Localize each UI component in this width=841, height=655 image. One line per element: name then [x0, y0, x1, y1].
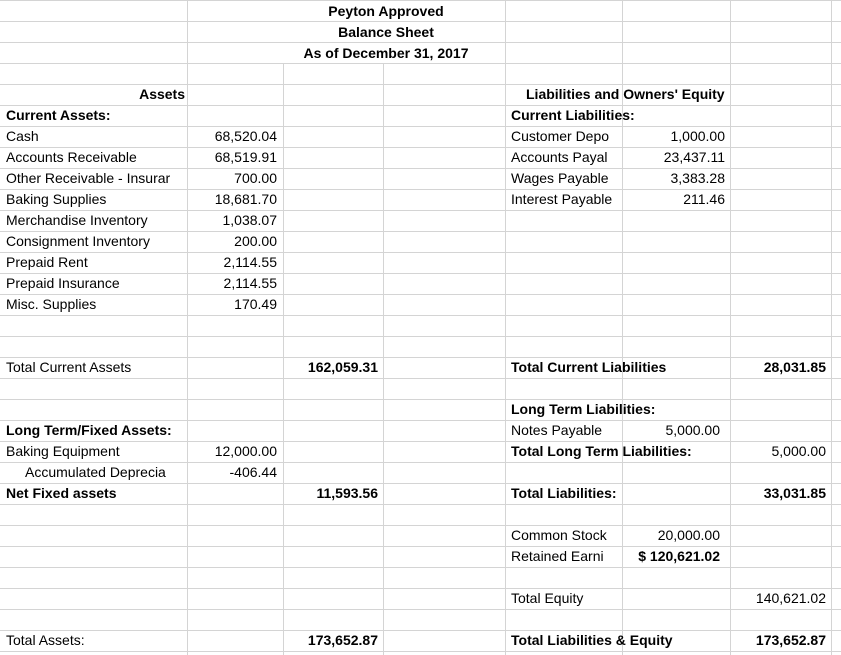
liability-value[interactable]: 23,437.11 — [663, 149, 725, 165]
company-name: Peyton Approved — [328, 3, 444, 19]
liability-value[interactable]: 211.46 — [683, 191, 725, 207]
liability-value[interactable]: 1,000.00 — [670, 128, 725, 144]
net-fixed-assets-value[interactable]: 11,593.56 — [316, 485, 378, 501]
total-equity-value[interactable]: 140,621.02 — [755, 590, 826, 606]
total-liabilities-value[interactable]: 33,031.85 — [763, 485, 826, 501]
asset-label[interactable]: Merchandise Inventory — [6, 212, 148, 228]
asset-value[interactable]: 1,038.07 — [222, 212, 277, 228]
liability-label[interactable]: Wages Payable — [511, 170, 609, 186]
notes-payable-value[interactable]: 5,000.00 — [665, 422, 720, 438]
asset-value[interactable]: 2,114.55 — [223, 275, 277, 291]
retained-earnings-value[interactable]: $ 120,621.02 — [638, 548, 720, 564]
fixed-asset-label[interactable]: Baking Equipment — [6, 443, 120, 459]
asset-label[interactable]: Prepaid Insurance — [6, 275, 120, 291]
common-stock-label[interactable]: Common Stock — [511, 527, 607, 543]
total-long-term-liabilities-value[interactable]: 5,000.00 — [771, 443, 826, 459]
total-assets-label[interactable]: Total Assets: — [6, 632, 85, 648]
total-liabilities-equity-label[interactable]: Total Liabilities & Equity — [511, 632, 673, 648]
retained-earnings-label[interactable]: Retained Earni — [511, 548, 604, 564]
liability-label[interactable]: Accounts Payal — [511, 149, 608, 165]
asset-label[interactable]: Baking Supplies — [6, 191, 107, 207]
total-assets-value[interactable]: 173,652.87 — [307, 632, 378, 648]
fixed-asset-value[interactable]: -406.44 — [229, 464, 277, 480]
liabilities-equity-heading: Liabilities and Owners' Equity — [526, 86, 725, 102]
total-long-term-liabilities-label[interactable]: Total Long Term Liabilities: — [511, 443, 692, 459]
current-liabilities-heading: Current Liabilities: — [511, 107, 635, 123]
statement-title: Balance Sheet — [338, 24, 434, 40]
total-equity-label[interactable]: Total Equity — [511, 590, 584, 606]
fixed-assets-heading: Long Term/Fixed Assets: — [6, 422, 172, 438]
total-current-assets-label[interactable]: Total Current Assets — [6, 359, 132, 375]
fixed-asset-label[interactable]: Accumulated Deprecia — [25, 464, 166, 480]
statement-date: As of December 31, 2017 — [303, 45, 469, 61]
asset-value[interactable]: 700.00 — [234, 170, 277, 186]
liability-label[interactable]: Interest Payable — [511, 191, 613, 207]
net-fixed-assets-label[interactable]: Net Fixed assets — [6, 485, 117, 501]
asset-label[interactable]: Other Receivable - Insurar — [6, 170, 171, 186]
fixed-asset-value[interactable]: 12,000.00 — [214, 443, 277, 459]
liability-label[interactable]: Customer Depo — [511, 128, 610, 144]
assets-heading: Assets — [139, 86, 185, 102]
asset-label[interactable]: Consignment Inventory — [6, 233, 150, 249]
total-liabilities-label[interactable]: Total Liabilities: — [511, 485, 617, 501]
common-stock-value[interactable]: 20,000.00 — [657, 527, 720, 543]
total-current-liabilities-value[interactable]: 28,031.85 — [763, 359, 826, 375]
asset-label[interactable]: Accounts Receivable — [6, 149, 137, 165]
long-term-liabilities-heading: Long Term Liabilities: — [511, 401, 656, 417]
asset-value[interactable]: 200.00 — [234, 233, 277, 249]
asset-label[interactable]: Prepaid Rent — [6, 254, 88, 270]
asset-label[interactable]: Misc. Supplies — [6, 296, 97, 312]
asset-value[interactable]: 68,520.04 — [214, 128, 277, 144]
notes-payable-label[interactable]: Notes Payable — [511, 422, 603, 438]
total-current-liabilities-label[interactable]: Total Current Liabilities — [511, 359, 667, 375]
asset-value[interactable]: 2,114.55 — [223, 254, 277, 270]
liability-value[interactable]: 3,383.28 — [670, 170, 725, 186]
asset-label[interactable]: Cash — [6, 128, 39, 144]
asset-value[interactable]: 170.49 — [234, 296, 277, 312]
asset-value[interactable]: 18,681.70 — [214, 191, 277, 207]
total-current-assets-value[interactable]: 162,059.31 — [307, 359, 378, 375]
total-liabilities-equity-value[interactable]: 173,652.87 — [755, 632, 826, 648]
current-assets-heading: Current Assets: — [6, 107, 111, 123]
asset-value[interactable]: 68,519.91 — [214, 149, 277, 165]
